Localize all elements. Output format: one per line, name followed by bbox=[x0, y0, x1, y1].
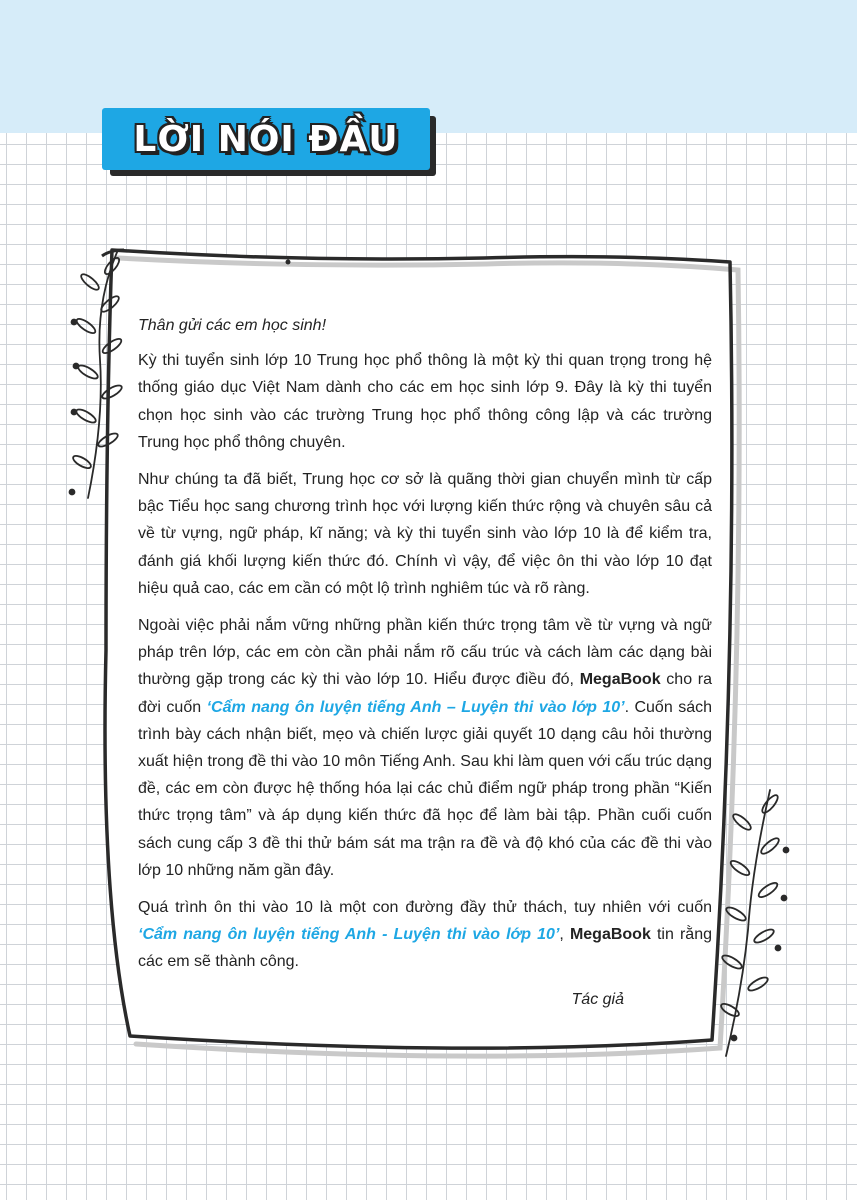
vine-dot bbox=[782, 896, 787, 901]
vine-dot bbox=[74, 364, 79, 369]
paragraph-4-intro: Quá trình ôn thi vào 10 là một con đường đầy thử thách, tuy nhiên với cuốn bbox=[138, 899, 712, 917]
vine-dot bbox=[732, 1036, 737, 1041]
leaf bbox=[76, 363, 99, 381]
leaf bbox=[71, 454, 92, 471]
leaf bbox=[731, 812, 753, 832]
vine-dot bbox=[70, 490, 75, 495]
paragraph-4 bbox=[138, 894, 712, 976]
paragraph-1: Kỳ thi tuyển sinh lớp 10 Trung học phổ thông là một kỳ thi quan trọng trong hệ thống giáo dục Việt Nam dành cho các em học sinh lớp 9. Đây là kỳ thi tuyển chọn học sinh vào các trường Trung học phổ thông công lập và các trường Trung học phổ thông chuyên. bbox=[138, 352, 712, 451]
paragraph-3-intro: Ngoài việc phải nắm vững những phần kiến thức trọng tâm về từ vựng và ngữ pháp trên lớp, các em còn cần phải nắm rõ cấu trúc và cách làm các dạng bài thường gặp trong các kỳ thi vào lớp 10. Hiểu được điều đó, bbox=[138, 617, 712, 689]
book-title: ‘Cẩm nang ôn luyện tiếng Anh – Luyện thi vào lớp 10’ bbox=[206, 698, 625, 716]
vine-dot bbox=[776, 946, 781, 951]
paragraph-3-mid: cho ra đời cuốn bbox=[138, 671, 713, 716]
greeting: Thân gửi các em học sinh! bbox=[138, 317, 327, 334]
vine-dot bbox=[784, 848, 789, 853]
vine-dot bbox=[72, 320, 77, 325]
leaf bbox=[75, 316, 98, 335]
brand-name: MegaBook bbox=[579, 671, 661, 689]
book-title: ‘Cẩm nang ôn luyện tiếng Anh - Luyện thi vào lớp 10’ bbox=[138, 926, 560, 944]
paragraph-4-comma: , bbox=[559, 926, 570, 944]
leaf bbox=[760, 793, 780, 815]
frame-dot bbox=[286, 260, 291, 265]
paragraph-4-rest: tin rằng các em sẽ thành công. bbox=[138, 926, 713, 971]
leaf bbox=[746, 975, 769, 993]
paragraph-2: Như chúng ta đã biết, Trung học cơ sở là quãng thời gian chuyển mình từ cấp bậc Tiểu học sang chương trình học với lượng kiến thức rộng và chuyên sâu cả về từ vựng, ngữ pháp, kĩ năng; và kỳ thi tuyển sinh vào lớp 10 là để kiểm tra, đánh giá khối lượng kiến thức đó. Chính vì vậy, để việc ôn thi vào lớp 10 đạt hiệu quả cao, các em cần có một lộ trình nghiêm túc và rõ ràng. bbox=[138, 471, 712, 597]
leaf bbox=[74, 407, 97, 425]
brand-name: MegaBook bbox=[569, 926, 651, 944]
leaf bbox=[752, 927, 775, 945]
leaf bbox=[729, 858, 752, 877]
vine-dot bbox=[72, 410, 77, 415]
leaf bbox=[759, 836, 781, 856]
letter-body bbox=[138, 312, 712, 1013]
leaf bbox=[79, 272, 101, 292]
signature: Tác giả bbox=[571, 990, 624, 1008]
page-title: LỜI NÓI ĐẦU bbox=[133, 118, 399, 160]
leaf bbox=[757, 880, 780, 899]
paragraph-3-rest: . Cuốn sách trình bày cách nhận biết, mẹo và chiến lược giải quyết 10 dạng câu hỏi thường xuất hiện trong đề thi vào 10 môn Tiếng Anh. Sau khi làm quen với cấu trúc dạng đề, các em còn được hệ thống hóa lại các chủ điểm ngữ pháp trong phần “Kiến thức trọng tâm” và áp dụng kiến thức đã học để làm bài tập. Phần cuối cuốn sách cung cấp 3 đề thi thử bám sát ma trận ra đề và độ khó của các đề thi vào lớp 10 những năm gần đây. bbox=[138, 698, 713, 879]
paragraph-3 bbox=[138, 612, 712, 884]
